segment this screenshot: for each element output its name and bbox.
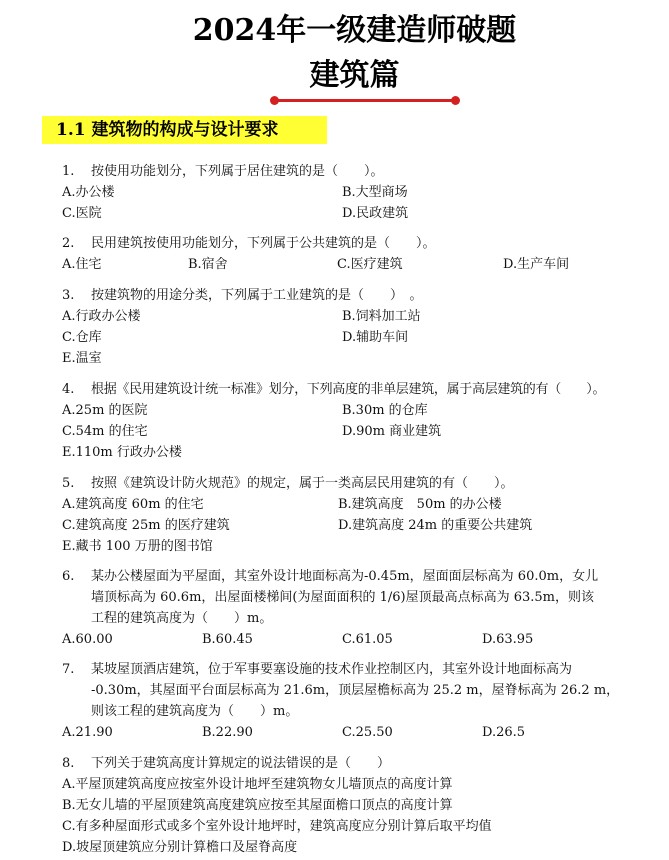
title-underline <box>275 99 455 102</box>
question-stem: 按使用功能划分，下列属于居住建筑的是（ ）。 <box>91 164 384 179</box>
question-stem: 下列关于建筑高度计算规定的说法错误的是（ ） <box>91 756 391 771</box>
question-stem: 按照《建筑设计防火规范》的规定，属于一类高层民用建筑的有（ ）。 <box>91 476 514 491</box>
question-stem-line-3: 工程的建筑高度为（ ）m。 <box>91 611 273 626</box>
question-stem-line-2: 墙顶标高为 60.6m，出屋面楼梯间(为屋面面积的 1/6)屋顶最高点标高为 63.5m，则该 <box>91 590 595 605</box>
option-e: E.110m 行政办公楼 <box>62 445 182 460</box>
option-c: C.医疗建筑 <box>337 257 403 272</box>
option-a: A.住宅 <box>62 257 102 272</box>
question-number: 7. <box>62 662 75 677</box>
question-8 <box>62 753 622 858</box>
option-c: C.医院 <box>62 206 102 221</box>
question-4 <box>62 379 622 463</box>
question-stem: 根据《民用建筑设计统一标准》划分，下列高度的非单层建筑，属于高层建筑的有（ ）。 <box>91 382 606 397</box>
document-subtitle: 建筑篇 <box>309 58 400 93</box>
question-stem-line-2: -0.30m，其屋面平台面层标高为 21.6m，顶层屋檐标高为 25.2 m，屋脊标高为 26.2 m， <box>91 683 620 698</box>
question-2 <box>62 233 622 275</box>
option-d: D.辅助车间 <box>342 330 409 345</box>
section-heading: 1.1 建筑物的构成与设计要求 <box>42 116 327 144</box>
question-stem-line-3: 则该工程的建筑高度为（ ）m。 <box>91 704 299 719</box>
option-c: C.仓库 <box>62 330 102 345</box>
option-b: B.22.90 <box>202 725 253 740</box>
option-b: B.建筑高度 50m 的办公楼 <box>338 497 502 512</box>
option-c: C.建筑高度 25m 的医疗建筑 <box>62 518 230 533</box>
option-a: A.行政办公楼 <box>62 309 141 324</box>
question-number: 2. <box>62 236 75 251</box>
question-7 <box>62 659 622 743</box>
question-stem: 按建筑物的用途分类，下列属于工业建筑的是（ ） 。 <box>91 288 423 303</box>
option-a: A.25m 的医院 <box>62 403 148 418</box>
option-c: C.61.05 <box>342 632 393 647</box>
underline-dot-left <box>270 96 279 105</box>
option-a: A.建筑高度 60m 的住宅 <box>62 497 204 512</box>
option-c: C.有多种屋面形式或多个室外设计地坪时，建筑高度应分别计算后取平均值 <box>62 819 492 834</box>
question-number: 5. <box>62 476 75 491</box>
option-a: A.平屋顶建筑高度应按室外设计地坪至建筑物女儿墙顶点的高度计算 <box>62 777 453 792</box>
option-a: A.60.00 <box>62 632 113 647</box>
option-d: D.63.95 <box>482 632 534 647</box>
question-5 <box>62 473 622 557</box>
option-d: D.民政建筑 <box>342 206 409 221</box>
option-c: C.54m 的住宅 <box>62 424 148 439</box>
option-b: B.无女儿墙的平屋顶建筑高度建筑应按至其屋面檐口顶点的高度计算 <box>62 798 453 813</box>
question-number: 6. <box>62 569 75 584</box>
question-number: 3. <box>62 288 75 303</box>
question-number: 4. <box>62 382 75 397</box>
option-d: D.建筑高度 24m 的重要公共建筑 <box>338 518 533 533</box>
option-d: D.90m 商业建筑 <box>342 424 442 439</box>
underline-dot-right <box>451 96 460 105</box>
question-6 <box>62 566 622 650</box>
option-d: D.26.5 <box>482 725 526 740</box>
option-e: E.温室 <box>62 351 102 366</box>
question-stem-line-1: 某办公楼屋面为平屋面，其室外设计地面标高为-0.45m，屋面面层标高为 60.0m，女儿 <box>91 569 599 584</box>
document-title: 2024年一级建造师破题 <box>192 13 517 48</box>
question-1 <box>62 161 622 224</box>
question-stem: 民用建筑按使用功能划分，下列属于公共建筑的是（ ）。 <box>91 236 436 251</box>
option-d: D.生产车间 <box>503 257 570 272</box>
question-number: 8. <box>62 756 75 771</box>
option-a: A.21.90 <box>62 725 113 740</box>
option-a: A.办公楼 <box>62 185 115 200</box>
option-b: B.饲料加工站 <box>342 309 421 324</box>
option-d: D.坡屋顶建筑应分别计算檐口及屋脊高度 <box>62 840 298 855</box>
option-b: B.大型商场 <box>342 185 408 200</box>
option-b: B.30m 的仓库 <box>342 403 428 418</box>
option-e: E.藏书 100 万册的图书馆 <box>62 539 213 554</box>
option-b: B.宿舍 <box>188 257 228 272</box>
option-b: B.60.45 <box>202 632 253 647</box>
question-3 <box>62 285 622 369</box>
question-stem-line-1: 某坡屋顶酒店建筑，位于军事要塞设施的技术作业控制区内，其室外设计地面标高为 <box>91 662 573 677</box>
option-c: C.25.50 <box>342 725 393 740</box>
question-number: 1. <box>62 164 75 179</box>
